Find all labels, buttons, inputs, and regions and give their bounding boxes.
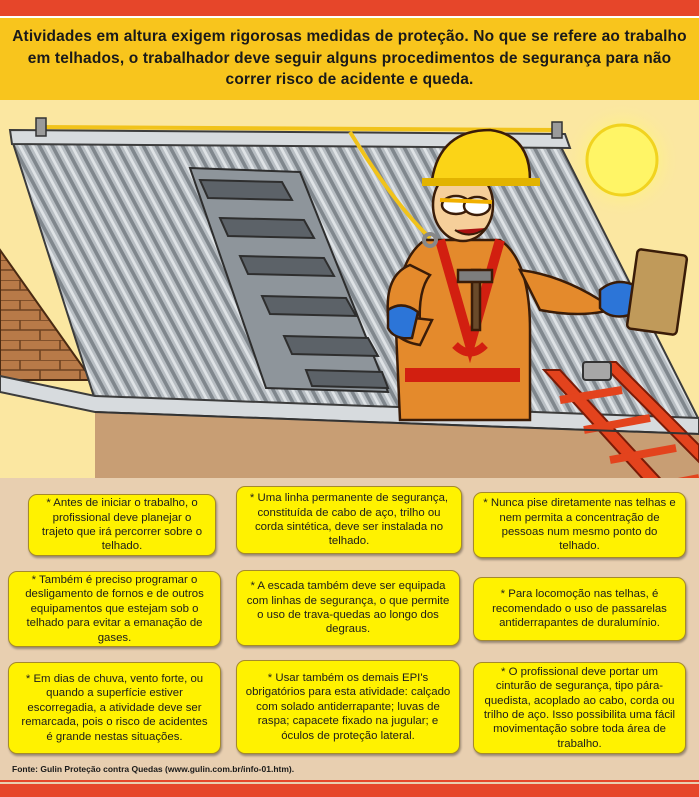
tip-text-2: * Uma linha permanente de segurança, constituída de cabo de aço, trilho ou corda sintética, deve ser instalada no telhado. xyxy=(249,492,449,548)
roof-illustration xyxy=(0,100,699,500)
tip-text-8: * Usar também os demais EPI's obrigatórios para esta atividade: calçado com solado antiderrapante; luvas de raspa; capacete fixado na jugular; e óculos de proteção lateral. xyxy=(245,671,451,742)
tip-box-6 xyxy=(473,577,686,641)
tip-text-4: * Também é preciso programar o desligamento de fornos e de outros equipamentos que estejam sob o telhado para evitar a emanação de gases. xyxy=(25,573,204,644)
bottom-red-bar xyxy=(0,784,699,797)
footer-divider xyxy=(0,780,699,782)
tip-text-9: * O profissional deve portar um cinturão de segurança, tipo pára-quedista, acoplado ao cabo, corda ou trilho de aço. Isso possibilita uma fácil movimentação sobre toda área de trabalho. xyxy=(483,665,676,750)
tip-box-4 xyxy=(8,571,221,647)
header-banner xyxy=(0,18,699,100)
tip-box-3 xyxy=(473,492,686,558)
tip-text-1: * Antes de iniciar o trabalho, o profissional deve planejar o trajeto que irá percorrer sobre o telhado. xyxy=(41,497,203,553)
sun xyxy=(587,125,657,195)
tip-box-7 xyxy=(8,662,221,754)
tip-box-1 xyxy=(28,494,216,556)
tip-text-7: * Em dias de chuva, vento forte, ou quando a superfície estiver escorregadia, a atividade deve ser remarcada, pois o risco de acidentes é grande nestas situações. xyxy=(21,672,208,743)
top-red-bar xyxy=(0,0,699,16)
tip-text-6: * Para locomoção nas telhas, é recomendado o uso de passarelas antiderrapantes de duralumínio. xyxy=(492,588,667,630)
tip-text-3: * Nunca pise diretamente nas telhas e nem permita a concentração de pessoas num mesmo ponto do telhado. xyxy=(483,497,676,553)
tip-box-9 xyxy=(473,662,686,754)
tip-box-2 xyxy=(236,486,462,554)
tip-text-5: * A escada também deve ser equipada com linhas de segurança, o que permite o uso de trava-quedas ao longo dos degraus. xyxy=(246,580,450,636)
tip-box-8 xyxy=(236,660,460,754)
source-credit: Fonte: Gulin Proteção contra Quedas (www.gulin.com.br/info-01.htm). xyxy=(12,764,295,774)
tip-box-5 xyxy=(236,570,460,646)
ladder-clamp xyxy=(583,362,611,380)
header-text: Atividades em altura exigem rigorosas medidas de proteção. No que se refere ao trabalho em telhados, o trabalhador deve seguir alguns procedimentos de segurança para não correr risco de acidente e queda. xyxy=(12,28,687,88)
